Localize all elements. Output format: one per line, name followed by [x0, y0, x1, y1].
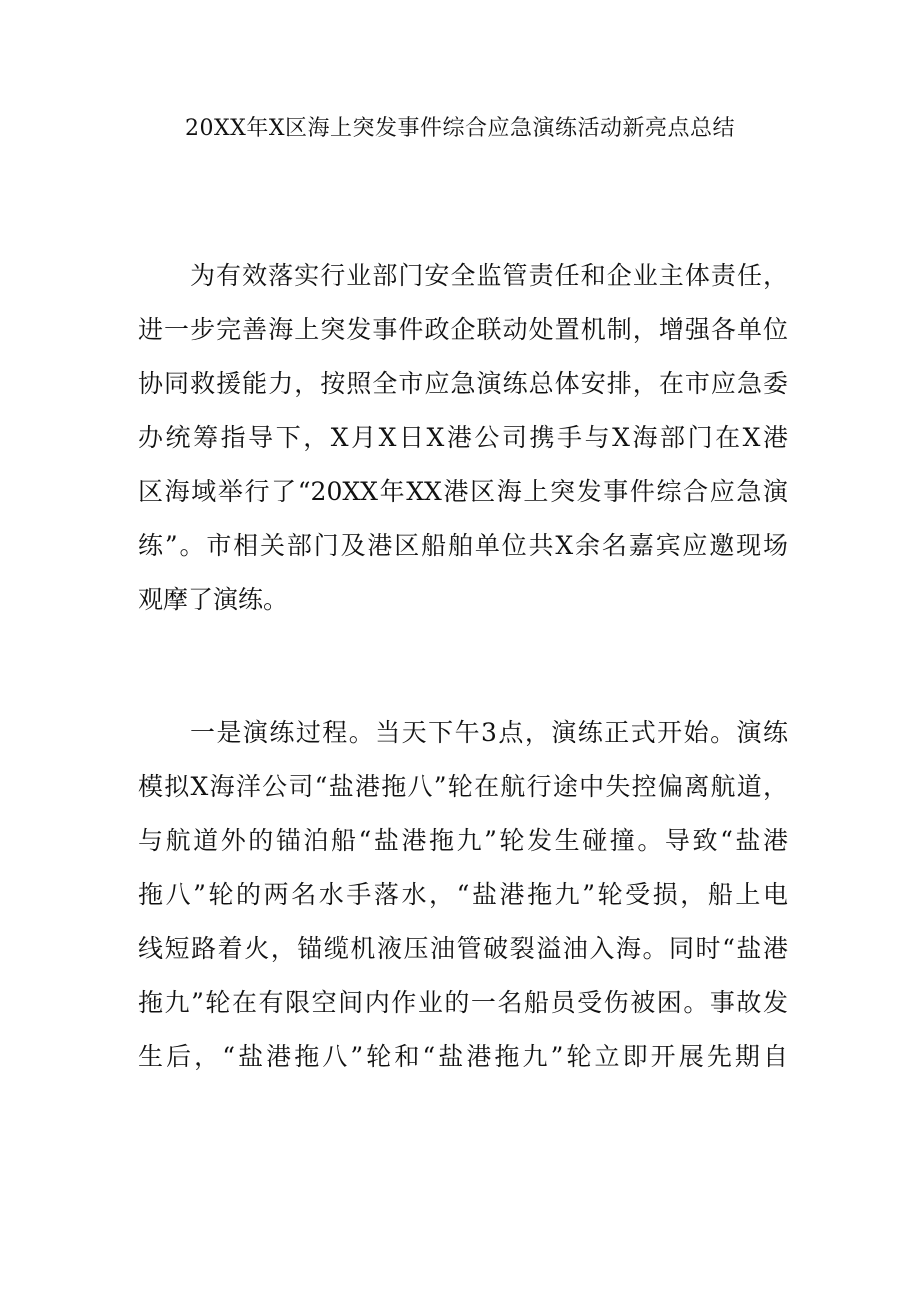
paragraph-line: 一是演练过程。当天下午3点，演练正式开始。演练 [190, 718, 788, 747]
paragraph-line: 观摩了演练。 [138, 585, 289, 614]
paragraph-line: 模拟X海洋公司“盐港拖八”轮在航行途中失控偏离航道， [138, 772, 788, 801]
paragraph-line: 练”。市相关部门及港区船舶单位共X余名嘉宾应邀现场 [138, 531, 788, 560]
paragraph-line: 生后，“盐港拖八”轮和“盐港拖九”轮立即开展先期自 [138, 1042, 788, 1071]
paragraph-line: 线短路着火，锚缆机液压油管破裂溢油入海。同时“盐港 [138, 934, 788, 963]
paragraph-line: 拖八”轮的两名水手落水，“盐港拖九”轮受损，船上电 [138, 880, 788, 909]
paragraph-process [138, 706, 788, 1084]
paragraph-line: 拖九”轮在有限空间内作业的一名船员受伤被困。事故发 [138, 988, 788, 1017]
paragraph-line: 办统筹指导下，X月X日X港公司携手与X海部门在X港 [138, 423, 788, 452]
paragraph-line: 与航道外的锚泊船“盐港拖九”轮发生碰撞。导致“盐港 [138, 826, 788, 855]
paragraph-line: 进一步完善海上突发事件政企联动处置机制，增强各单位 [138, 315, 788, 344]
paragraph-line: 区海域举行了“20XX年XX港区海上突发事件综合应急演 [138, 477, 788, 506]
paragraph-intro [138, 249, 788, 627]
paragraph-line: 协同救援能力，按照全市应急演练总体安排，在市应急委 [138, 369, 788, 398]
document-title: 20XX年X区海上突发事件综合应急演练活动新亮点总结 [185, 116, 735, 141]
paragraph-line: 为有效落实行业部门安全监管责任和企业主体责任， [190, 261, 788, 290]
